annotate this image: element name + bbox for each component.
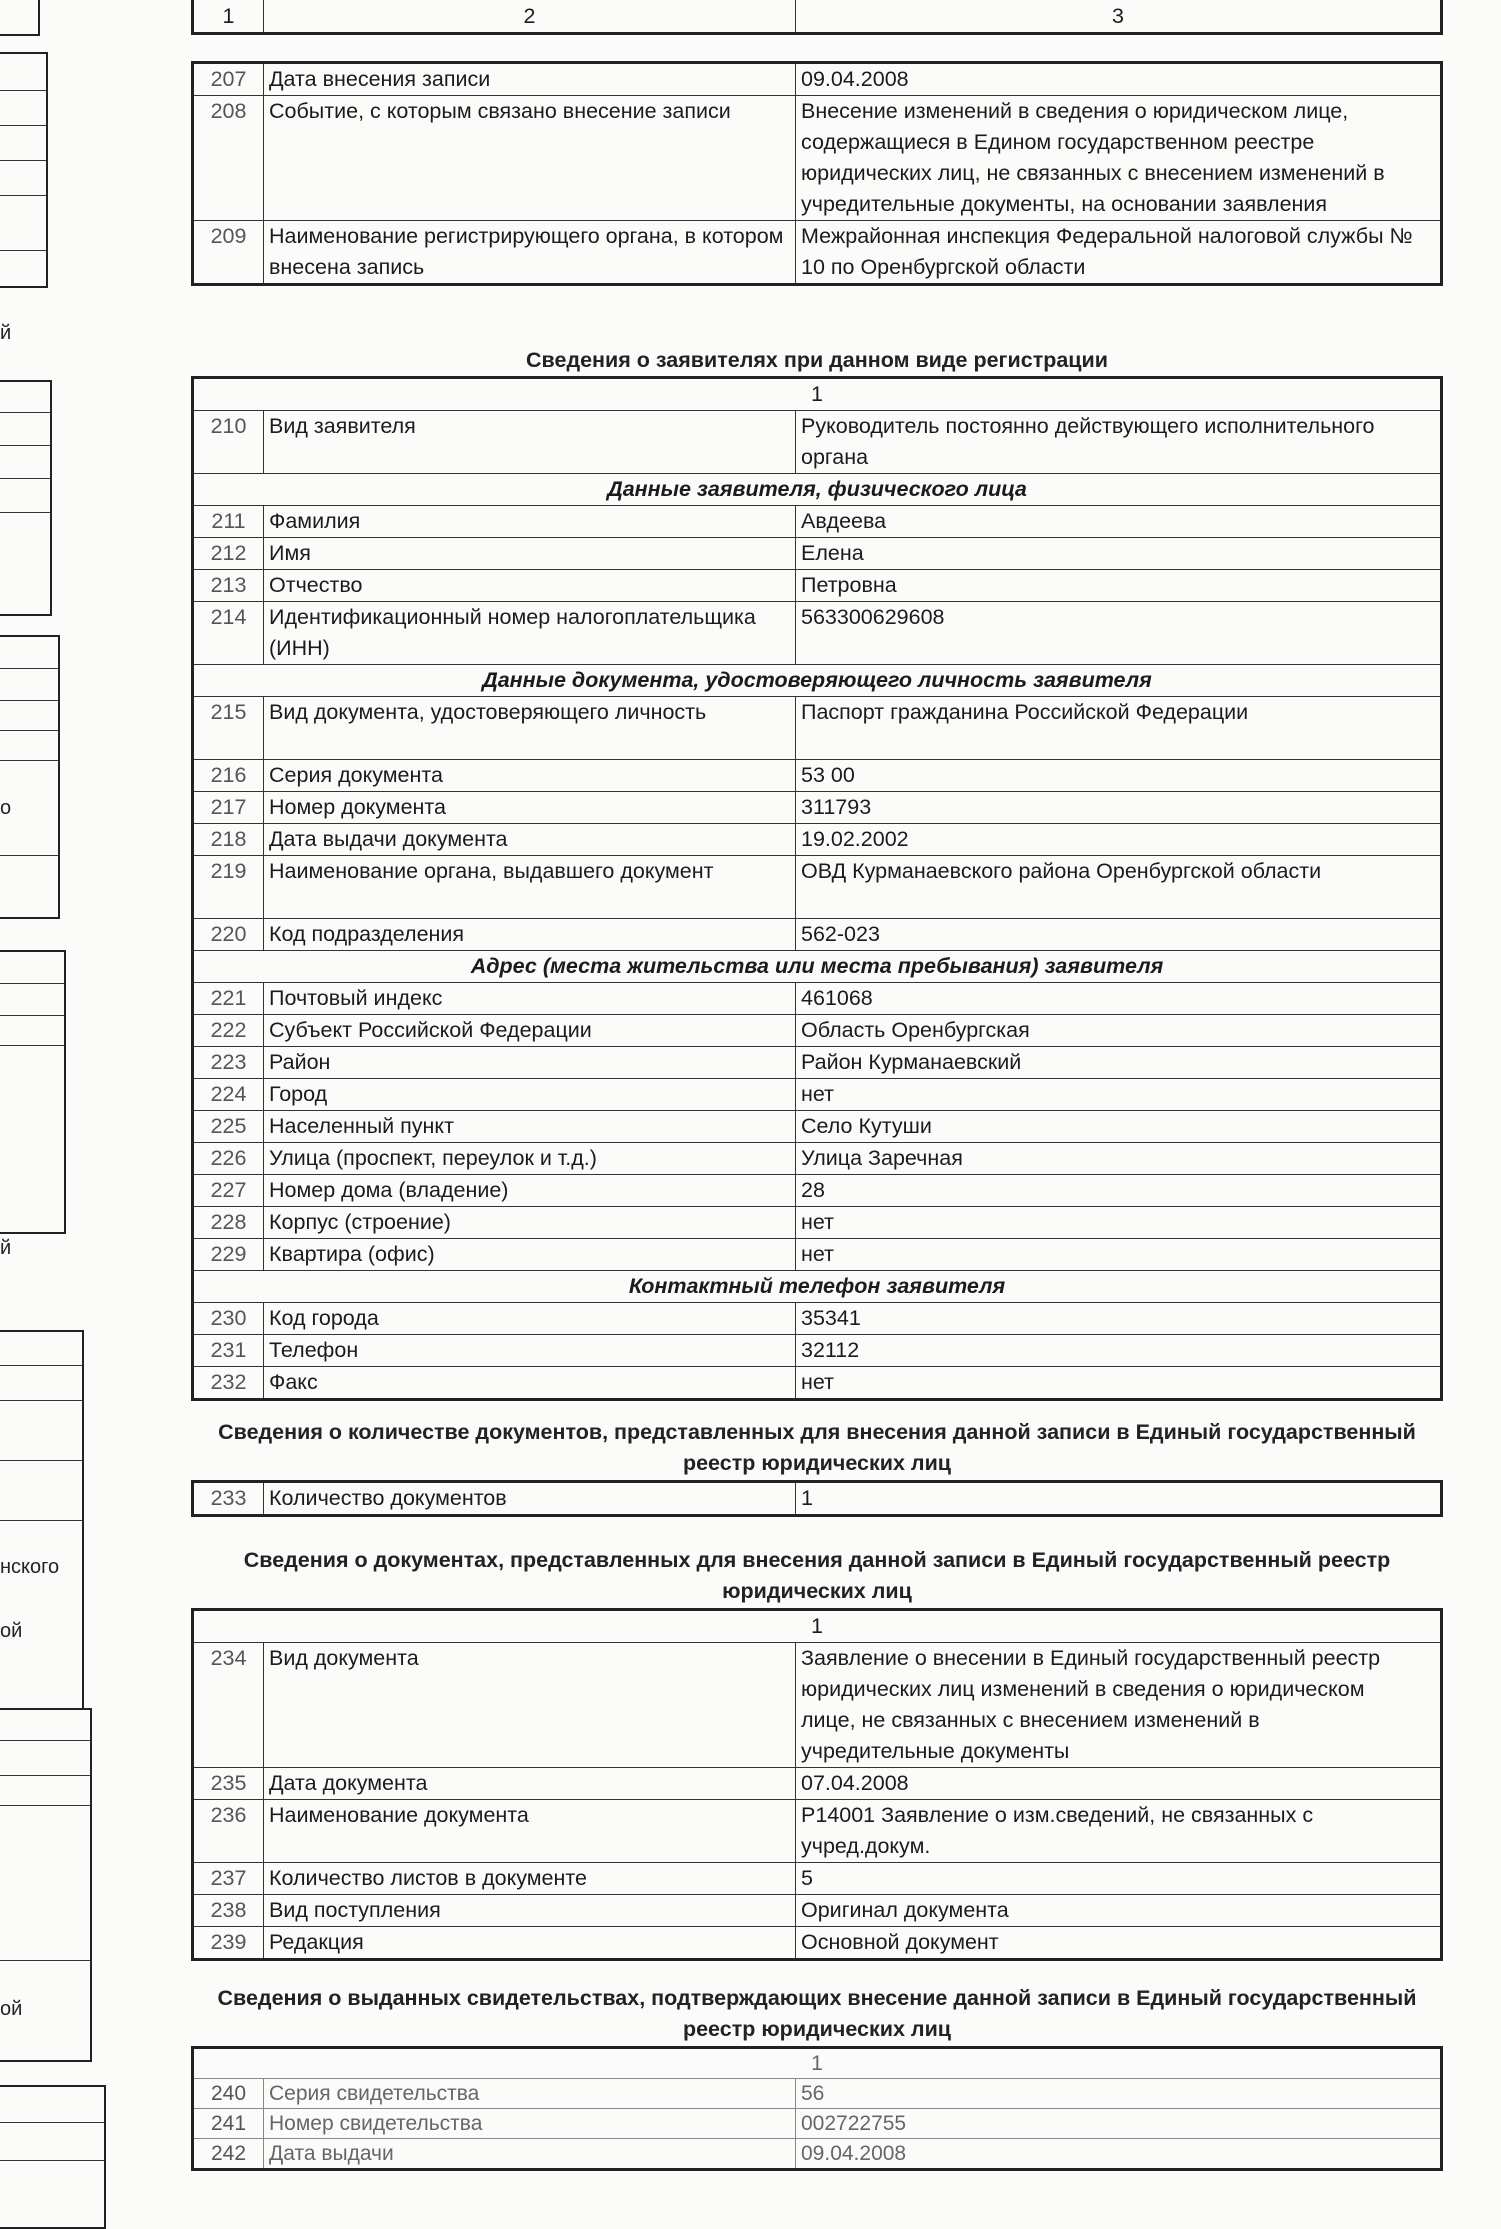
field-value: 002722755	[796, 2109, 1442, 2139]
section-heading: Данные заявителя, физического лица	[193, 474, 1442, 506]
field-value: 28	[796, 1175, 1442, 1207]
row-number: 214	[193, 602, 264, 665]
field-label: Наименование органа, выдавшего документ	[264, 856, 796, 919]
field-label: Улица (проспект, переулок и т.д.)	[264, 1143, 796, 1175]
row-number: 232	[193, 1367, 264, 1400]
section-heading: Адрес (места жительства или места пребывания) заявителя	[193, 951, 1442, 983]
table-row	[193, 1175, 1442, 1207]
table-row	[193, 1207, 1442, 1239]
table-row	[193, 1643, 1442, 1768]
table-row	[193, 1111, 1442, 1143]
table-row	[193, 1143, 1442, 1175]
field-label: Редакция	[264, 1927, 796, 1960]
row-number: 209	[193, 221, 264, 285]
field-value: Петровна	[796, 570, 1442, 602]
edge-fragment: ой	[0, 1998, 23, 2020]
certificates-title: Сведения о выданных свидетельствах, подтверждающих внесение данной записи в Единый государственный реестр юридических лиц	[217, 1986, 1417, 2041]
table-row	[193, 1335, 1442, 1367]
field-value: Заявление о внесении в Единый государственный реестр юридических лиц изменений в сведения о юридическом лице, не связанных с внесением изменений в учредительные документы	[796, 1643, 1442, 1768]
table-row	[193, 602, 1442, 665]
field-label: Район	[264, 1047, 796, 1079]
row-number: 213	[193, 570, 264, 602]
row-number: 238	[193, 1895, 264, 1927]
edge-fragment: й	[0, 1237, 12, 1259]
row-number: 224	[193, 1079, 264, 1111]
row-number: 239	[193, 1927, 264, 1960]
previous-page-edge	[0, 0, 120, 2209]
field-label: Фамилия	[264, 506, 796, 538]
row-number: 220	[193, 919, 264, 951]
row-number: 236	[193, 1800, 264, 1863]
row-number: 226	[193, 1143, 264, 1175]
table-row	[193, 1482, 1442, 1516]
field-value: Авдеева	[796, 506, 1442, 538]
row-number: 211	[193, 506, 264, 538]
table-row	[193, 1800, 1442, 1863]
table-row	[193, 1079, 1442, 1111]
row-number: 223	[193, 1047, 264, 1079]
table-row	[193, 1863, 1442, 1895]
edge-fragment: нского	[0, 1556, 60, 1578]
field-label: Город	[264, 1079, 796, 1111]
row-number: 237	[193, 1863, 264, 1895]
row-number: 227	[193, 1175, 264, 1207]
table-row	[193, 411, 1442, 474]
row-number: 218	[193, 824, 264, 856]
table-row	[193, 2109, 1442, 2139]
table-row	[193, 506, 1442, 538]
field-label: Серия документа	[264, 760, 796, 792]
field-value: 35341	[796, 1303, 1442, 1335]
field-value: Р14001 Заявление о изм.сведений, не связанных с учред.докум.	[796, 1800, 1442, 1863]
table-row	[193, 1895, 1442, 1927]
row-number: 221	[193, 983, 264, 1015]
row-number: 210	[193, 411, 264, 474]
row-number: 222	[193, 1015, 264, 1047]
row-number: 207	[193, 63, 264, 96]
field-label: Номер свидетельства	[264, 2109, 796, 2139]
section-heading: Данные документа, удостоверяющего личность заявителя	[193, 665, 1442, 697]
table-row	[193, 1367, 1442, 1400]
field-label: Событие, с которым связано внесение записи	[264, 96, 796, 221]
row-number: 240	[193, 2079, 264, 2109]
table-row	[193, 2139, 1442, 2170]
row-number: 208	[193, 96, 264, 221]
field-value: 563300629608	[796, 602, 1442, 665]
field-value: Область Оренбургская	[796, 1015, 1442, 1047]
record-table	[191, 61, 1443, 286]
field-label: Субъект Российской Федерации	[264, 1015, 796, 1047]
column-number: 1	[193, 2048, 1442, 2079]
field-value: 53 00	[796, 760, 1442, 792]
field-label: Дата внесения записи	[264, 63, 796, 96]
row-number: 215	[193, 697, 264, 760]
row-number: 216	[193, 760, 264, 792]
certificates-table	[191, 2046, 1443, 2171]
column-number: 2	[264, 0, 796, 34]
field-label: Вид документа	[264, 1643, 796, 1768]
table-row	[193, 856, 1442, 919]
field-value: Улица Заречная	[796, 1143, 1442, 1175]
row-number: 230	[193, 1303, 264, 1335]
field-value: нет	[796, 1367, 1442, 1400]
row-number: 241	[193, 2109, 264, 2139]
row-number: 228	[193, 1207, 264, 1239]
table-row	[193, 63, 1442, 96]
table-row	[193, 96, 1442, 221]
field-value: 562-023	[796, 919, 1442, 951]
table-row	[193, 697, 1442, 760]
table-row	[193, 2079, 1442, 2109]
field-value: 09.04.2008	[796, 2139, 1442, 2170]
field-value: ОВД Курманаевского района Оренбургской области	[796, 856, 1442, 919]
documents-table	[191, 1608, 1443, 1961]
row-number: 219	[193, 856, 264, 919]
column-number: 1	[193, 378, 1442, 411]
table-row	[193, 1047, 1442, 1079]
field-value: Руководитель постоянно действующего исполнительного органа	[796, 411, 1442, 474]
field-label: Вид заявителя	[264, 411, 796, 474]
field-label: Дата документа	[264, 1768, 796, 1800]
field-value: 07.04.2008	[796, 1768, 1442, 1800]
applicants-table	[191, 376, 1443, 1401]
field-label: Наименование регистрирующего органа, в котором внесена запись	[264, 221, 796, 285]
table-row	[193, 760, 1442, 792]
row-number: 229	[193, 1239, 264, 1271]
documents-title: Сведения о документах, представленных для внесения данной записи в Единый государственный реестр юридических лиц	[243, 1548, 1391, 1603]
table-row	[193, 570, 1442, 602]
field-value: Внесение изменений в сведения о юридическом лице, содержащиеся в Едином государственном реестре юридических лиц, не связанных с внесением изменений в учредительные документы, на основании заявления	[796, 96, 1442, 221]
field-label: Наименование документа	[264, 1800, 796, 1863]
table-row	[193, 1239, 1442, 1271]
field-label: Вид поступления	[264, 1895, 796, 1927]
field-label: Телефон	[264, 1335, 796, 1367]
field-label: Количество документов	[264, 1482, 796, 1516]
column-number: 1	[193, 0, 264, 34]
field-label: Номер дома (владение)	[264, 1175, 796, 1207]
table-row	[193, 1927, 1442, 1960]
edge-fragment: о	[0, 797, 12, 819]
field-label: Почтовый индекс	[264, 983, 796, 1015]
table-row	[193, 1303, 1442, 1335]
field-label: Квартира (офис)	[264, 1239, 796, 1271]
field-value: Елена	[796, 538, 1442, 570]
table-row	[193, 792, 1442, 824]
row-number: 242	[193, 2139, 264, 2170]
row-number: 231	[193, 1335, 264, 1367]
table-row	[193, 1768, 1442, 1800]
column-number: 1	[193, 1610, 1442, 1643]
field-value: 19.02.2002	[796, 824, 1442, 856]
field-label: Факс	[264, 1367, 796, 1400]
section-heading: Контактный телефон заявителя	[193, 1271, 1442, 1303]
doc-count-title: Сведения о количестве документов, представленных для внесения данной записи в Единый государственный реестр юридических лиц	[218, 1420, 1416, 1475]
column-number: 3	[796, 0, 1442, 34]
field-value: Межрайонная инспекция Федеральной налоговой службы № 10 по Оренбургской области	[796, 221, 1442, 285]
field-value: нет	[796, 1207, 1442, 1239]
field-value: Село Кутуши	[796, 1111, 1442, 1143]
table-row	[193, 1015, 1442, 1047]
applicants-title: Сведения о заявителях при данном виде регистрации	[526, 348, 1108, 372]
field-value: Район Курманаевский	[796, 1047, 1442, 1079]
field-value: 1	[796, 1482, 1442, 1516]
field-label: Количество листов в документе	[264, 1863, 796, 1895]
table-row	[193, 824, 1442, 856]
field-value: нет	[796, 1079, 1442, 1111]
field-label: Идентификационный номер налогоплательщика (ИНН)	[264, 602, 796, 665]
row-number: 225	[193, 1111, 264, 1143]
table-row	[193, 919, 1442, 951]
row-number: 217	[193, 792, 264, 824]
field-value: Основной документ	[796, 1927, 1442, 1960]
field-label: Вид документа, удостоверяющего личность	[264, 697, 796, 760]
doc-count-table	[191, 1480, 1443, 1517]
edge-fragment: й	[0, 322, 12, 344]
table-row	[193, 983, 1442, 1015]
field-value: Оригинал документа	[796, 1895, 1442, 1927]
field-label: Отчество	[264, 570, 796, 602]
field-label: Номер документа	[264, 792, 796, 824]
field-value: 311793	[796, 792, 1442, 824]
field-label: Населенный пункт	[264, 1111, 796, 1143]
row-number: 235	[193, 1768, 264, 1800]
edge-fragment: ой	[0, 1620, 23, 1642]
table-row	[193, 538, 1442, 570]
field-label: Имя	[264, 538, 796, 570]
row-number: 234	[193, 1643, 264, 1768]
field-value: нет	[796, 1239, 1442, 1271]
table-row	[193, 221, 1442, 285]
field-value: 5	[796, 1863, 1442, 1895]
field-value: 09.04.2008	[796, 63, 1442, 96]
column-header-table	[191, 0, 1443, 35]
field-value: Паспорт гражданина Российской Федерации	[796, 697, 1442, 760]
field-value: 56	[796, 2079, 1442, 2109]
field-label: Дата выдачи	[264, 2139, 796, 2170]
field-label: Корпус (строение)	[264, 1207, 796, 1239]
row-number: 233	[193, 1482, 264, 1516]
field-label: Серия свидетельства	[264, 2079, 796, 2109]
field-value: 461068	[796, 983, 1442, 1015]
field-label: Код подразделения	[264, 919, 796, 951]
row-number: 212	[193, 538, 264, 570]
field-label: Дата выдачи документа	[264, 824, 796, 856]
field-value: 32112	[796, 1335, 1442, 1367]
field-label: Код города	[264, 1303, 796, 1335]
